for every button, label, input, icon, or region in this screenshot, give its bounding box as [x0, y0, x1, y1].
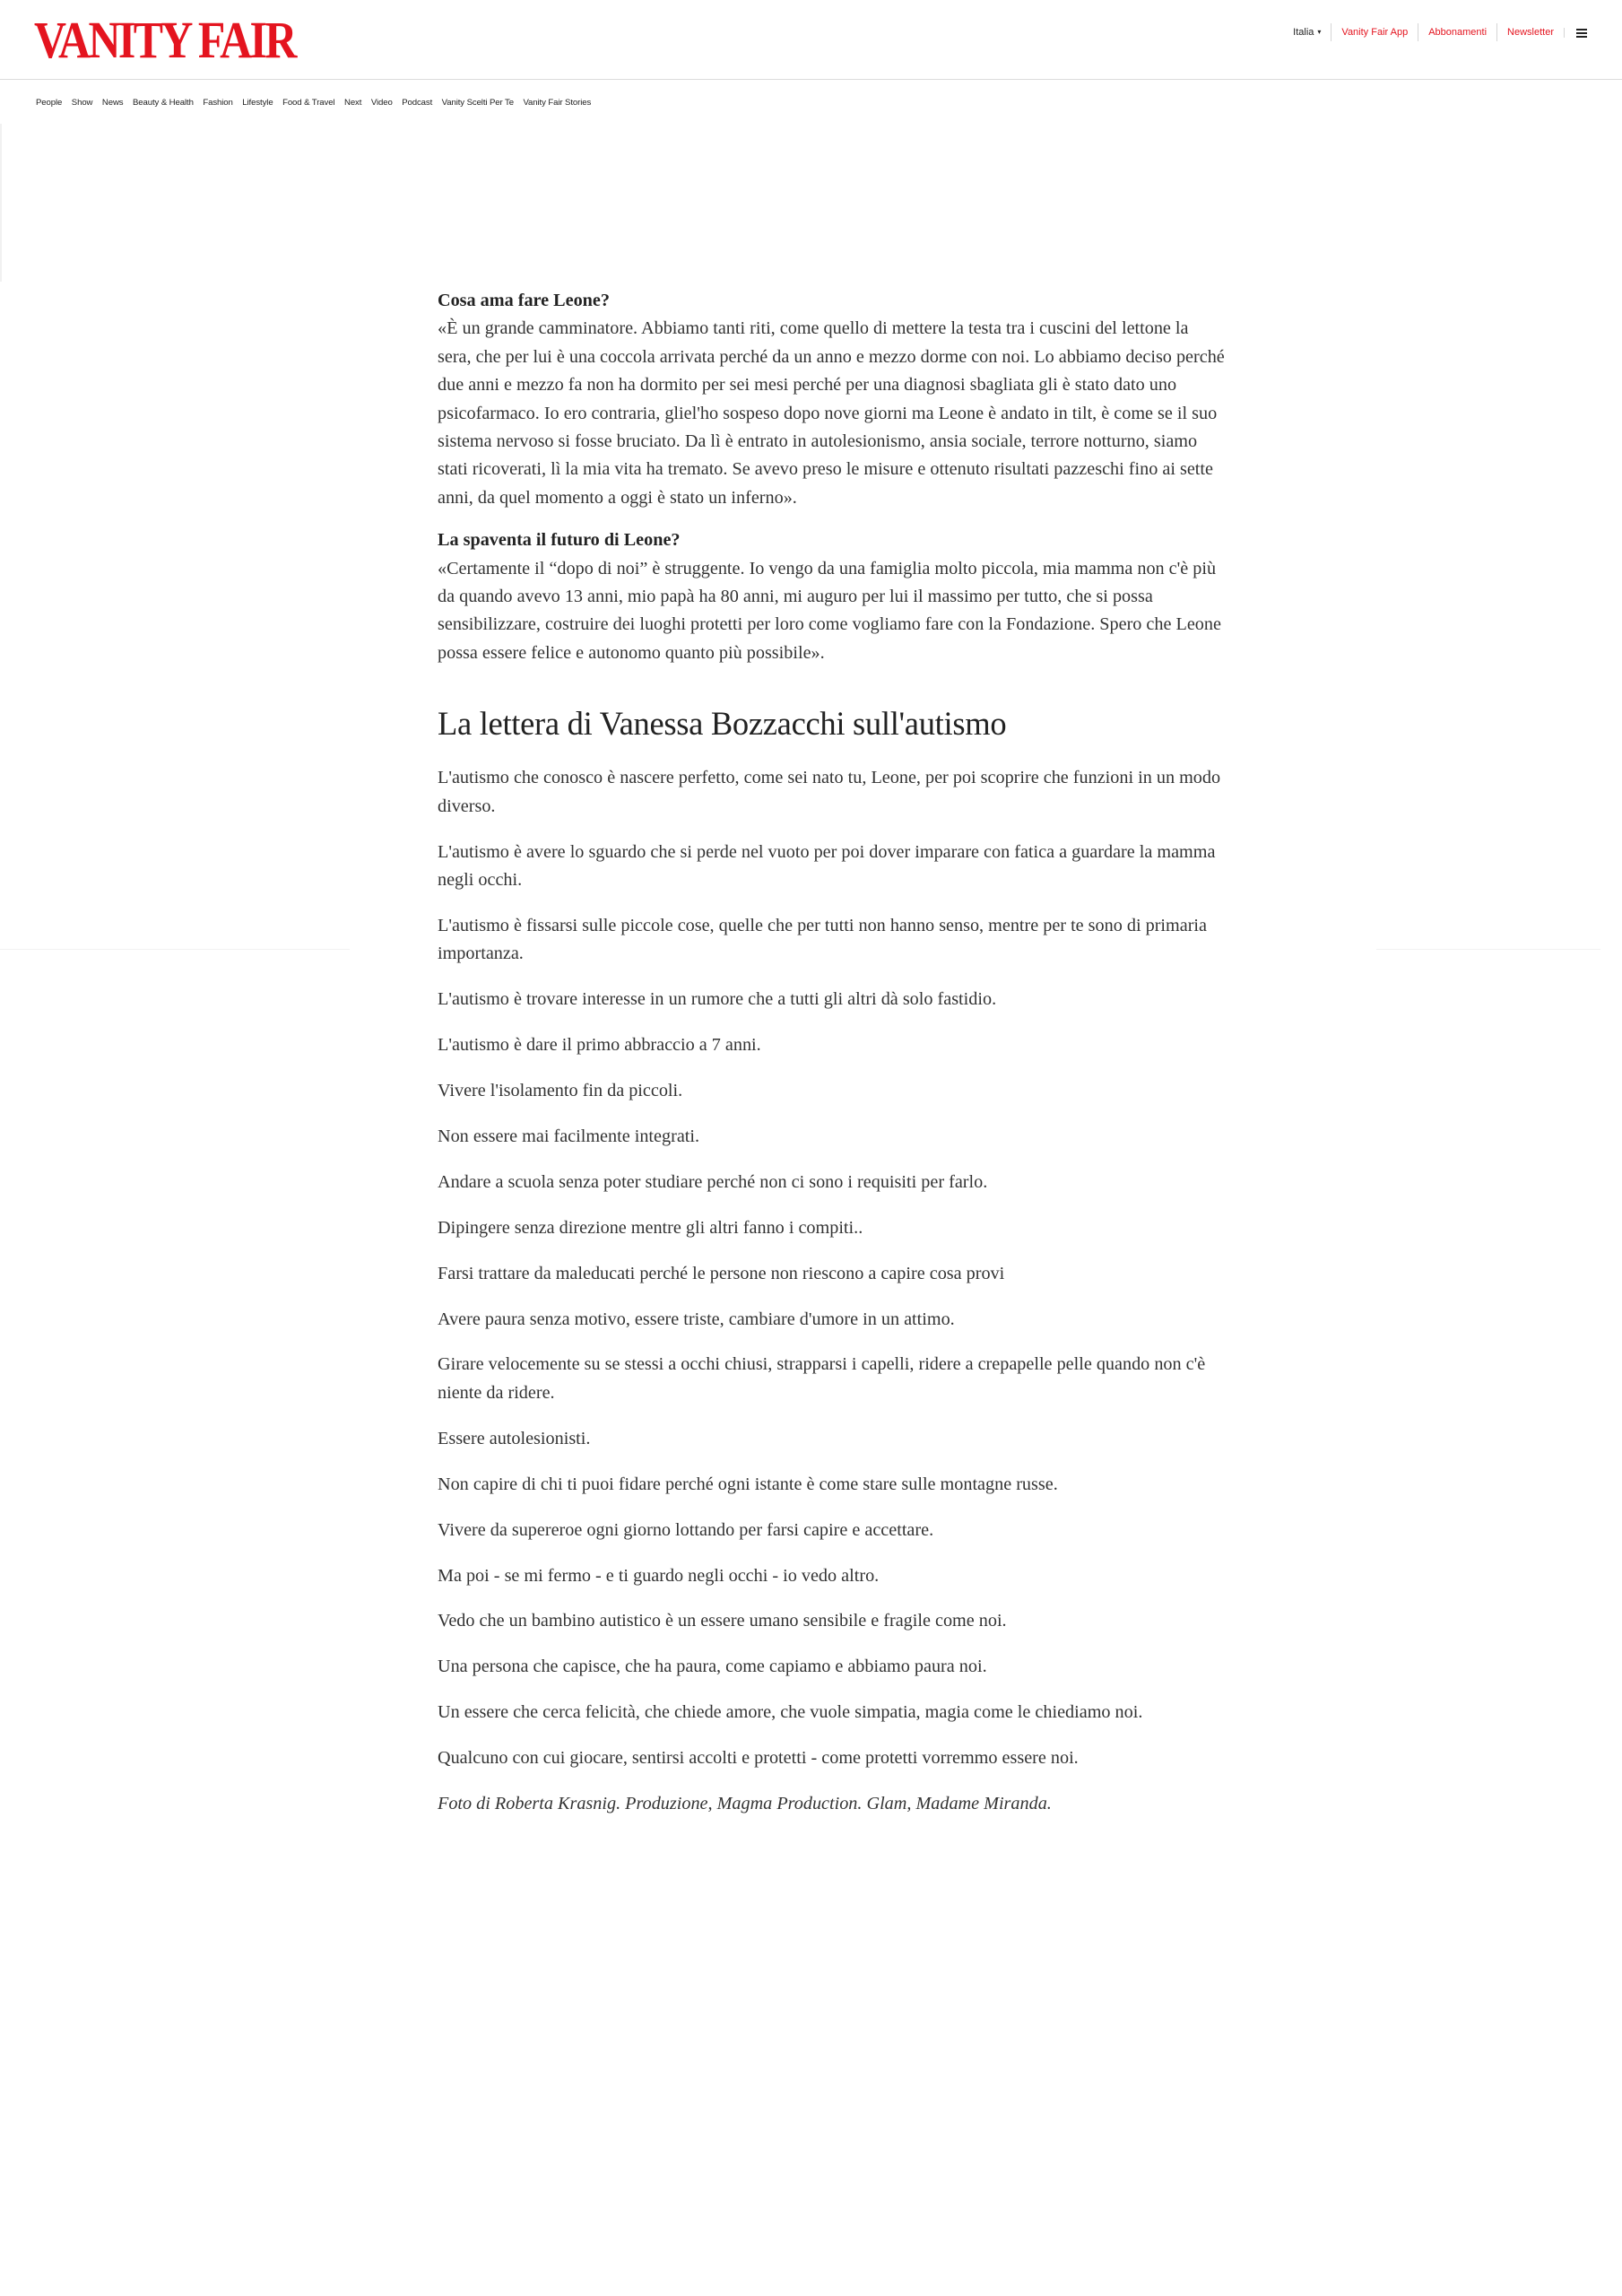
nav-item-news[interactable]: News	[101, 97, 124, 108]
hamburger-menu-icon	[1574, 28, 1587, 38]
nav-item-video[interactable]: Video	[370, 97, 393, 108]
letter-paragraph: Una persona che capisce, che ha paura, come capiamo e abbiamo paura noi.	[438, 1657, 987, 1677]
letter-paragraph: L'autismo è fissarsi sulle piccole cose, quelle che per tutti non hanno senso, mentre per te sono di primaria importanza.	[438, 915, 1207, 964]
letter-paragraph: Farsi trattare da maleducati perché le persone non riescono a capire cosa provi	[438, 1263, 1005, 1283]
site-header	[0, 0, 1622, 80]
article-body	[438, 287, 1227, 1818]
letter-paragraph: Non capire di chi ti puoi fidare perché ogni istante è come stare sulle montagne russe.	[438, 1474, 1058, 1494]
letter-paragraph: Un essere che cerca felicità, che chiede amore, che vuole simpatia, magia come le chiediamo noi.	[438, 1702, 1143, 1723]
nav-item-people[interactable]: People	[36, 97, 63, 108]
letter-paragraph: L'autismo è dare il primo abbraccio a 7 anni.	[438, 1035, 761, 1056]
nav-item-show[interactable]: Show	[71, 97, 93, 108]
nav-item-fashion[interactable]: Fashion	[203, 97, 233, 108]
interview-question: Cosa ama fare Leone?	[438, 291, 610, 310]
interview-answer: «È un grande camminatore. Abbiamo tanti riti, come quello di mettere la testa tra i cuscini del lettone la sera, che per lui è una coccola arrivata perché da un anno e mezzo dorme con noi. Lo abbiamo deciso perché due anni e mezzo fa non ha dormito per sei mesi perché per una diagnosi sbagliata gli è stato dato uno psicofarmaco. Io ero contraria, gliel'ho sospeso dopo nove giorni ma Leone è andato in tilt, è come se il suo sistema nervoso si fosse bruciato. Da lì è entrato in autolesionismo, ansia sociale, terrore notturno, siamo stati ricoverati, lì la mia vita ha tremato. Se avevo preso le misure e ottenuto risultati pazzeschi fino ai sette anni, da quel momento a oggi è stato un inferno».	[438, 318, 1225, 508]
edition-selector[interactable]	[1283, 23, 1331, 41]
site-logo[interactable]: VANITY FAIR	[34, 11, 295, 69]
main-navigation	[36, 95, 601, 109]
letter-paragraph: Non essere mai facilmente integrati.	[438, 1126, 700, 1146]
letter-paragraph: Ma poi - se mi fermo - e ti guardo negli occhi - io vedo altro.	[438, 1565, 880, 1586]
ad-slot-edge	[0, 124, 2, 282]
letter-paragraph: L'autismo è avere lo sguardo che si perde nel vuoto per poi dover imparare con fatica a guardare la mamma negli occhi.	[438, 841, 1216, 890]
interview-question: La spaventa il futuro di Leone?	[438, 530, 681, 551]
letter-paragraph: Avere paura senza motivo, essere triste, cambiare d'umore in un attimo.	[438, 1309, 955, 1329]
header-links	[1283, 22, 1597, 42]
qa-block	[438, 526, 1227, 667]
menu-button[interactable]	[1564, 28, 1597, 38]
nav-item-beauty-health[interactable]: Beauty & Health	[132, 97, 194, 108]
nav-item-lifestyle[interactable]: Lifestyle	[242, 97, 273, 108]
edition-label: Italia	[1293, 27, 1314, 38]
letter-paragraph: Vivere da supereroe ogni giorno lottando per farsi capire e accettare.	[438, 1519, 934, 1540]
nav-item-podcast[interactable]: Podcast	[402, 97, 433, 108]
subscriptions-link[interactable]: Abbonamenti	[1418, 23, 1496, 41]
letter-paragraph: Andare a scuola senza poter studiare perché non ci sono i requisiti per farlo.	[438, 1171, 988, 1192]
letter-paragraph: L'autismo che conosco è nascere perfetto, come sei nato tu, Leone, per poi scoprire che funzioni in un modo diverso.	[438, 768, 1221, 816]
letter-paragraph: Vedo che un bambino autistico è un essere umano sensibile e fragile come noi.	[438, 1611, 1007, 1631]
app-link[interactable]: Vanity Fair App	[1331, 23, 1418, 41]
section-heading: La lettera di Vanessa Bozzacchi sull'autismo	[438, 705, 1007, 743]
nav-item-vanity-scelti[interactable]: Vanity Scelti Per Te	[441, 97, 514, 108]
letter-paragraph: Essere autolesionisti.	[438, 1428, 591, 1448]
nav-item-food-travel[interactable]: Food & Travel	[282, 97, 335, 108]
letter-paragraph: Vivere l'isolamento fin da piccoli.	[438, 1081, 683, 1101]
nav-item-next[interactable]: Next	[343, 97, 362, 108]
chevron-down-icon: ▾	[1317, 28, 1322, 36]
nav-item-vanity-stories[interactable]: Vanity Fair Stories	[523, 97, 592, 108]
letter-paragraph: Girare velocemente su se stessi a occhi chiusi, strapparsi i capelli, ridere a crepapelle pelle quando non c'è niente da ridere.	[438, 1354, 1206, 1403]
interview-answer: «Certamente il “dopo di noi” è struggente. Io vengo da una famiglia molto piccola, mia mamma non c'è più da quando avevo 13 anni, mio papà ha 80 anni, mi auguro per lui il massimo per tutto, che si possa sensibilizzare, costruire dei luoghi protetti per loro come vogliamo fare con la Fondazione. Spero che Leone possa essere felice e autonomo quanto più possibile».	[438, 558, 1221, 663]
divider	[1376, 949, 1600, 950]
letter-paragraph: L'autismo è trovare interesse in un rumore che a tutti gli altri dà solo fastidio.	[438, 989, 997, 1010]
letter-paragraph: Dipingere senza direzione mentre gli altri fanno i compiti..	[438, 1217, 863, 1238]
divider	[0, 949, 350, 950]
photo-credits: Foto di Roberta Krasnig. Produzione, Magma Production. Glam, Madame Miranda.	[438, 1794, 1052, 1814]
qa-block	[438, 287, 1227, 512]
newsletter-link[interactable]: Newsletter	[1496, 23, 1564, 41]
letter-paragraph: Qualcuno con cui giocare, sentirsi accolti e protetti - come protetti vorremmo essere noi.	[438, 1748, 1079, 1769]
